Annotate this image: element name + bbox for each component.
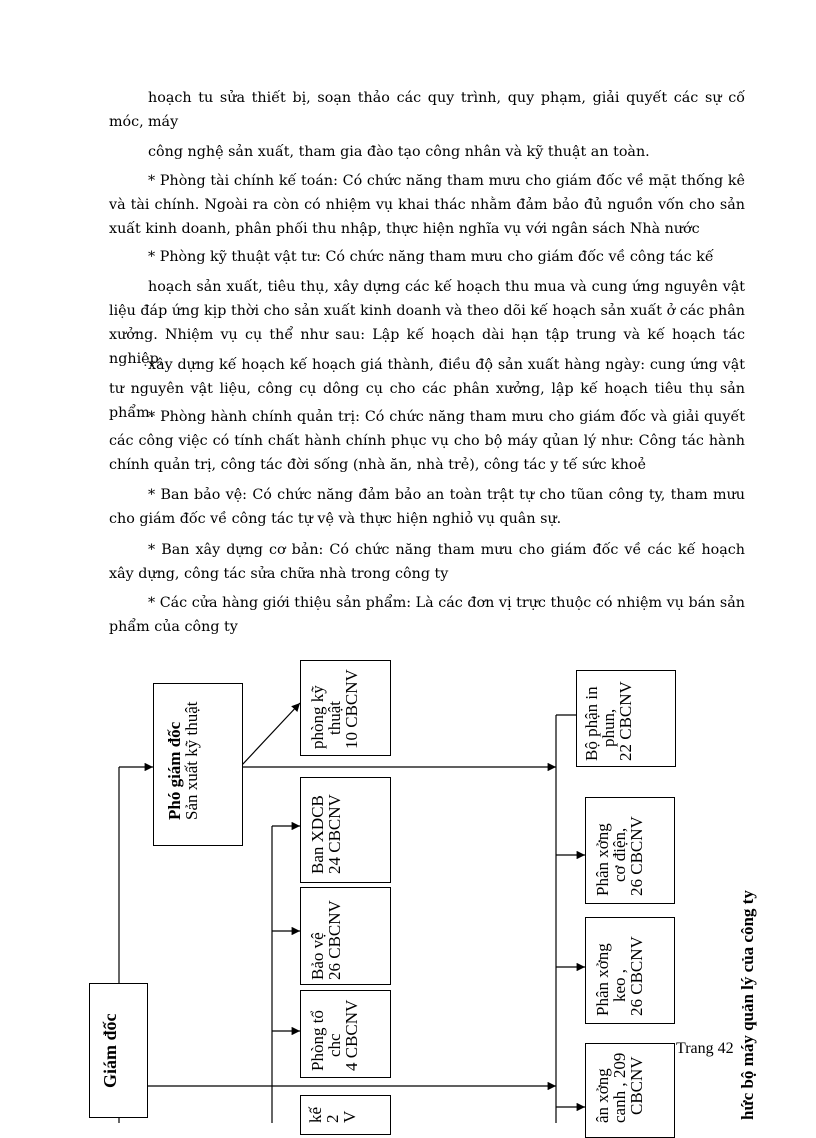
paragraph-security: * Ban bảo vệ: Có chức năng đảm bảo an toàn trật tự cho tũan công ty, tham mưu cho giám đốc về công tác tự vệ và thực hiện nghiỏ vụ quân sự. bbox=[109, 487, 745, 527]
box-security bbox=[300, 887, 391, 985]
org-dept-label: Phòng tổ chc 4 CBCNV bbox=[308, 999, 361, 1071]
electric-workshop-label: Phân xởng cơ điện, 26 CBCNV bbox=[593, 816, 646, 896]
partial-dept-label: kế 2 V bbox=[306, 1106, 359, 1123]
chart-caption: hức bộ máy quản lý của công ty bbox=[738, 890, 757, 1120]
paragraph-line: hoạch tu sửa thiết bị, soạn thảo các quy trình, quy phạm, giải quyết các sự cố máy bbox=[148, 90, 745, 130]
box-main-workshop bbox=[585, 1043, 675, 1138]
paragraph-shops: * Các cửa hàng giới thiệu sản phẩm: Là các đơn vị trực thuộc có nhiệm vụ bán sản phẩm của công ty bbox=[109, 595, 745, 635]
paragraph-tech-materials: * Phòng kỹ thuật vật tư: Có chức năng tham mưu cho giám đốc về công tác kế bbox=[148, 249, 714, 265]
director-label: Giám đốc bbox=[100, 1013, 120, 1088]
box-partial-dept bbox=[300, 1095, 391, 1135]
deputy-label: Phó giám đốc Sản xuất kỹ thuật bbox=[165, 701, 201, 820]
page-number: Trang 42 bbox=[676, 1040, 734, 1057]
box-director bbox=[89, 983, 148, 1118]
paragraph-construction: * Ban xây dựng cơ bản: Có chức năng tham mưu cho giám đốc về các kế hoạch xây dựng, công tác sửa chữa nhà trong công ty bbox=[109, 542, 745, 582]
arrow-to-tech-dept bbox=[242, 703, 300, 765]
box-deputy-director bbox=[153, 683, 243, 846]
print-unit-label: Bộ phận in phun, 22 CBCNV bbox=[582, 681, 635, 761]
box-glue-workshop bbox=[585, 917, 675, 1024]
paragraph: hoạch sản xuất, tiêu thụ, xây dựng các kế hoạch thu mua và cung ứng nguyên vật liệu đáp ứng kịp thời cho sản xuất kinh doanh và theo dõi kế hoạch sản xuất ở các phân xưởng. Nhiệm vụ cụ thể như sau: Lập kế hoạch dài hạn tập trung và kế hoạch tác nghiệp, bbox=[109, 279, 745, 367]
paragraph-admin: * Phòng hành chính quản trị: Có chức năng tham mưu cho giám đốc và giải quyết các công việc có tính chất hành chính phục vụ cho bộ máy qủan lý như: Công tác hành chính quản trị, công tác đời sống (nhà ăn, nhà trẻ), công tác y tế sức khoẻ bbox=[109, 409, 745, 473]
main-workshop-label: ân xởng canh , 209 CBCNV bbox=[593, 1052, 646, 1123]
paragraph: xây dựng kế hoạch kế hoạch giá thành, điều độ sản xuất hàng ngày: cung ứng vật tư nguyên vật liệu, công cụ dông cụ cho các phân xưởng, lập kế hoạch tiêu thụ sản phẩm. bbox=[109, 357, 745, 421]
security-label: Bảo vệ 26 CBCNV bbox=[308, 900, 344, 980]
paragraph-line: móc, bbox=[109, 114, 144, 130]
construction-label: Ban XDCB 24 CBCNV bbox=[308, 794, 344, 874]
glue-workshop-label: Phân xởng keo , 26 CBCNV bbox=[593, 936, 646, 1016]
paragraph-finance: * Phòng tài chính kế toán: Có chức năng tham mưu cho giám đốc về mặt thống kê và tài chính. Ngoài ra còn có nhiệm vụ khai thác nhằm đảm bảo đủ nguồn vốn cho sản xuất kinh doanh, phân phối thu nhập, thực hiện nghĩa vụ với ngân sách Nhà nước bbox=[109, 173, 745, 237]
tech-dept-label: phòng kỹ thuật 10 CBCNV bbox=[308, 669, 361, 749]
box-print-unit bbox=[576, 670, 676, 767]
box-construction bbox=[300, 777, 391, 883]
paragraph: công nghệ sản xuất, tham gia đào tạo công nhân và kỹ thuật an toàn. bbox=[148, 144, 650, 160]
box-tech-dept bbox=[300, 660, 391, 756]
box-electric-workshop bbox=[585, 797, 675, 904]
box-org-dept bbox=[300, 990, 391, 1078]
